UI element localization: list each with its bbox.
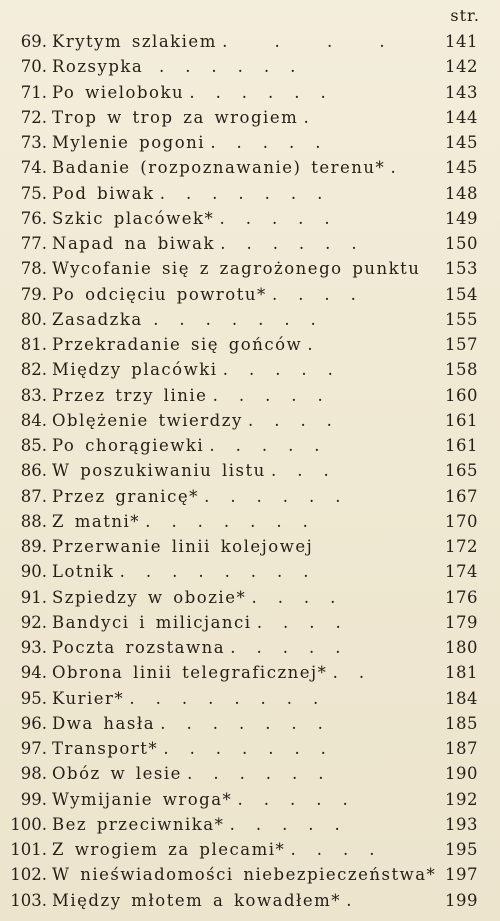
toc-entry-title-text: Między placówki — [52, 360, 218, 380]
toc-entry-page-number: 161 — [445, 410, 478, 430]
toc-entry-number: 84. — [20, 410, 47, 430]
toc-entry-page-number: 141 — [445, 32, 478, 51]
toc-entry-leader-dots: . . . . . . . . — [124, 688, 319, 708]
toc-entry-title-text: Pod biwak — [52, 183, 155, 203]
toc-entry — [0, 155, 500, 180]
toc-entry-page-number: 174 — [445, 562, 478, 582]
toc-entry-number: 102. — [10, 865, 47, 885]
toc-entry — [0, 458, 500, 483]
toc-entry-leader-dots: . . . . . . — [198, 486, 341, 506]
toc-entry-number: 99. — [20, 789, 47, 809]
toc-entry-title — [52, 231, 357, 256]
toc-entry-title-text: Zasadzka — [52, 309, 143, 329]
toc-entry-title-text: Między młotem a kowadłem* — [52, 890, 342, 910]
toc-entry-leader-dots: . — [298, 107, 309, 127]
toc-entry-title — [52, 610, 341, 635]
toc-entry-title-text: Bandyci i milicjanci — [52, 612, 252, 632]
toc-entry-page-number: 161 — [445, 436, 478, 455]
toc-entry-leader-dots: . . . . . — [207, 385, 323, 405]
toc-entry-title-text: Krytym szlakiem — [52, 32, 217, 51]
toc-entry-page-number: 165 — [445, 461, 478, 481]
toc-entry-title-text: Rozsypka — [52, 57, 144, 77]
toc-entry-leader-dots: . — [385, 158, 396, 178]
toc-entry-title-text: Po odcięciu powrotu* — [52, 284, 267, 304]
toc-entry-title — [52, 761, 324, 786]
toc-entry-number: 70. — [20, 57, 47, 77]
toc-entry-page-number: 199 — [445, 890, 478, 910]
toc-entry-title — [52, 812, 340, 837]
toc-entry — [0, 484, 500, 509]
toc-entry-leader-dots: . . . . — [285, 840, 375, 859]
toc-entry-title-text: Kurier* — [52, 688, 125, 708]
toc-entry-title — [52, 585, 335, 610]
toc-entry-number: 83. — [20, 385, 47, 405]
toc-entry — [0, 206, 500, 231]
toc-entry-title-text: Przekradanie się gońców — [52, 335, 303, 354]
toc-entry-title — [52, 383, 323, 408]
toc-entry-title-text: Wymijanie wroga* — [52, 789, 233, 809]
toc-entry — [0, 231, 500, 256]
toc-entry-number: 103. — [10, 890, 47, 910]
toc-entry-page-number: 172 — [445, 537, 478, 556]
toc-entry-leader-dots: . . . . . — [214, 208, 330, 228]
toc-entry-page-number: 145 — [445, 158, 478, 178]
toc-entry-number: 97. — [20, 739, 47, 758]
toc-entry-number: 98. — [20, 764, 47, 784]
toc-entry — [0, 585, 500, 610]
toc-entry-number: 79. — [20, 284, 47, 304]
toc-entry-page-number: 187 — [445, 739, 478, 758]
toc-entry-title — [52, 130, 320, 155]
toc-entry-title — [52, 534, 313, 559]
toc-entry-page-number: 150 — [445, 234, 478, 253]
toc-entry-number: 82. — [20, 360, 47, 380]
toc-entry-page-number: 153 — [445, 259, 478, 279]
toc-entry-leader-dots: . . . . . . — [184, 82, 326, 102]
toc-entry — [0, 130, 500, 155]
toc-entry-number: 85. — [20, 436, 47, 455]
toc-entry-title-text: Szpiedzy w obozie* — [52, 587, 247, 607]
toc-entry-title — [52, 80, 326, 105]
toc-entry — [0, 181, 500, 206]
toc-entry-title — [52, 332, 313, 357]
toc-entry-page-number: 158 — [445, 360, 478, 380]
toc-entry-page-number: 181 — [445, 663, 478, 683]
toc-entry-leader-dots: . . . . — [251, 612, 341, 632]
toc-entry-page-number: 148 — [445, 183, 478, 203]
toc-entry — [0, 54, 500, 79]
toc-entry — [0, 509, 500, 534]
toc-entry-title — [52, 837, 374, 862]
toc-entry-page-number: 184 — [445, 688, 478, 708]
toc-entry — [0, 105, 500, 130]
toc-entry-page-number: 190 — [445, 764, 478, 784]
toc-entry — [0, 256, 500, 281]
toc-entry-title — [52, 686, 318, 711]
toc-entry-leader-dots: . . . . . . . — [158, 739, 326, 758]
toc-entry-number: 86. — [20, 461, 47, 481]
toc-entry-number: 93. — [20, 638, 47, 657]
toc-entry-leader-dots: . . . . . — [205, 133, 321, 152]
toc-entry — [0, 837, 500, 862]
toc-entry-title-text: Transport* — [52, 739, 159, 758]
toc-entry-title-text: Po wieloboku — [52, 82, 185, 102]
toc-entry — [0, 534, 500, 559]
toc-entry-page-number: 155 — [445, 309, 478, 329]
toc-entry-page-number: 157 — [445, 335, 478, 354]
toc-entry-leader-dots: . . . . . — [224, 814, 340, 834]
toc-entry — [0, 408, 500, 433]
toc-entry-title — [52, 206, 330, 231]
toc-entry-title — [52, 54, 295, 79]
toc-entry-leader-dots: . . . . . — [217, 360, 333, 380]
toc-entry-number: 94. — [20, 663, 47, 683]
toc-entry-title-text: Przez granicę* — [52, 486, 199, 506]
toc-entry-title — [52, 559, 309, 584]
toc-entry-number: 90. — [20, 562, 47, 582]
toc-entry — [0, 660, 500, 685]
toc-entry-title-text: Obóz w lesie — [52, 764, 182, 784]
toc-entry-leader-dots: . . . — [265, 461, 329, 481]
toc-entry-title — [52, 105, 309, 130]
toc-entry-title-text: Dwa hasła — [52, 713, 156, 733]
toc-entry — [0, 761, 500, 786]
toc-entry-title-text: Przerwanie linii kolejowej — [52, 537, 314, 556]
toc-entry-number: 96. — [20, 713, 47, 733]
toc-entry — [0, 383, 500, 408]
toc-entry-leader-dots: . . . . . — [204, 436, 320, 455]
toc-entry-title-text: Z wrogiem za plecami* — [52, 840, 286, 859]
toc-entry-title-text: Napad na biwak — [52, 234, 215, 253]
toc-entry-title-text: Przez trzy linie — [52, 385, 208, 405]
toc-entry — [0, 812, 500, 837]
toc-entry — [0, 332, 500, 357]
toc-entry-page-number: 142 — [445, 57, 478, 77]
toc-entry-page-number: 160 — [445, 385, 478, 405]
toc-entry — [0, 711, 500, 736]
toc-entry-number: 72. — [20, 107, 47, 127]
toc-entry-title — [52, 282, 356, 307]
toc-entry-title-text: Oblężenie twierdzy — [52, 410, 243, 430]
toc-entry-title-text: Szkic placówek* — [52, 208, 215, 228]
toc-entry-number: 81. — [20, 335, 47, 354]
toc-entry — [0, 29, 500, 54]
toc-entry-page-number: 193 — [445, 814, 478, 834]
toc-entry-title-text: Badanie (rozpoznawanie) terenu* — [52, 158, 386, 178]
toc-entry-number: 88. — [20, 511, 47, 531]
toc-entry — [0, 307, 500, 332]
toc-entry-title — [52, 484, 340, 509]
toc-entry — [0, 736, 500, 761]
toc-entry-title — [52, 660, 364, 685]
toc-entry-number: 92. — [20, 612, 47, 632]
toc-entry-page-number: 170 — [445, 511, 478, 531]
toc-entry-leader-dots: . . . . — [216, 32, 385, 51]
toc-entry-page-number: 185 — [445, 713, 478, 733]
toc-entry-number: 100. — [10, 814, 47, 834]
toc-entry-title-text: Bez przeciwnika* — [52, 814, 225, 834]
toc-entry — [0, 686, 500, 711]
toc-entry-title — [52, 711, 323, 736]
page-column-header: str. — [450, 6, 480, 25]
toc-entry-leader-dots: . . . . . — [232, 789, 348, 809]
toc-entry-title — [52, 509, 308, 534]
toc-entry — [0, 635, 500, 660]
toc-entry-number: 91. — [20, 587, 47, 607]
toc-entry-leader-dots: . . . . . . . . — [114, 562, 309, 582]
toc-entry-page-number: 197 — [445, 865, 478, 885]
table-of-contents — [0, 29, 500, 913]
toc-entry-page-number: 149 — [445, 208, 478, 228]
toc-entry-title — [52, 29, 385, 54]
toc-entry — [0, 787, 500, 812]
toc-entry-number: 74. — [20, 158, 47, 178]
toc-entry-leader-dots: . . . . . . . — [154, 183, 323, 203]
toc-entry-title-text: Poczta rozstawna — [52, 638, 226, 657]
toc-entry-page-number: 144 — [445, 107, 478, 127]
toc-entry-leader-dots: . . . . . . . — [139, 511, 308, 531]
toc-entry-title — [52, 307, 316, 332]
toc-entry-title-text: Mylenie pogoni — [52, 133, 206, 152]
toc-entry-title-text: W nieświadomości niebezpieczeństwa* — [52, 865, 437, 885]
toc-entry-title — [52, 787, 348, 812]
toc-entry — [0, 433, 500, 458]
toc-entry-title — [52, 155, 396, 180]
toc-entry-title-text: Z matni* — [52, 511, 140, 531]
toc-entry-number: 78. — [20, 259, 47, 279]
toc-entry-number: 87. — [20, 486, 47, 506]
toc-entry-leader-dots: . . . . . . — [215, 234, 357, 253]
toc-entry — [0, 862, 500, 887]
toc-entry-title — [52, 736, 326, 761]
toc-entry — [0, 559, 500, 584]
toc-entry-number: 77. — [20, 234, 47, 253]
toc-entry-page-number: 192 — [445, 789, 478, 809]
toc-entry-leader-dots: . . . . . . — [181, 764, 324, 784]
toc-entry-title — [52, 408, 332, 433]
toc-entry-title — [52, 888, 352, 913]
toc-entry-title — [52, 458, 329, 483]
toc-entry — [0, 610, 500, 635]
toc-entry-number: 73. — [20, 133, 47, 152]
toc-entry-title — [52, 181, 322, 206]
toc-entry-leader-dots: . . . . — [246, 587, 336, 607]
toc-entry-page-number: 195 — [445, 840, 478, 859]
toc-entry-title — [52, 256, 420, 281]
toc-entry-title-text: Wycofanie się z zagrożonego punktu — [52, 259, 421, 279]
toc-entry-title — [52, 862, 436, 887]
toc-entry-title — [52, 433, 320, 458]
toc-entry-title — [52, 635, 340, 660]
toc-entry-number: 76. — [20, 208, 47, 228]
toc-entry-leader-dots: . . . . . . . — [155, 713, 323, 733]
toc-entry — [0, 282, 500, 307]
toc-entry-leader-dots: . . . . — [242, 410, 332, 430]
toc-entry-leader-dots: . — [341, 890, 352, 910]
toc-entry-number: 75. — [20, 183, 47, 203]
toc-entry-number: 71. — [20, 82, 47, 102]
toc-entry-page-number: 145 — [445, 133, 478, 152]
toc-entry-title-text: Po chorągiewki — [52, 436, 205, 455]
toc-entry-leader-dots: . — [302, 335, 313, 354]
toc-entry — [0, 888, 500, 913]
toc-entry-title-text: Trop w trop za wrogiem — [52, 107, 299, 127]
toc-entry-title-text: Obrona linii telegraficznej* — [52, 663, 328, 683]
toc-entry — [0, 80, 500, 105]
toc-entry-page-number: 154 — [445, 284, 478, 304]
toc-entry-leader-dots: . . . . . — [225, 638, 341, 657]
toc-entry-leader-dots: . . . . . . . — [142, 309, 316, 329]
toc-entry-number: 89. — [20, 537, 47, 556]
toc-entry-leader-dots: . . . . — [266, 284, 356, 304]
toc-entry-number: 69. — [20, 32, 47, 51]
toc-entry-number: 95. — [20, 688, 47, 708]
toc-entry-page-number: 180 — [445, 638, 478, 657]
toc-entry — [0, 357, 500, 382]
toc-entry-number: 101. — [10, 840, 47, 859]
toc-entry-title-text: Lotnik — [52, 562, 115, 582]
toc-entry-title — [52, 357, 333, 382]
toc-entry-number: 80. — [20, 309, 47, 329]
toc-entry-page-number: 143 — [445, 82, 478, 102]
toc-entry-page-number: 176 — [445, 587, 478, 607]
toc-entry-page-number: 179 — [445, 612, 478, 632]
toc-entry-leader-dots: . . . . . . — [143, 57, 296, 77]
toc-entry-title-text: W poszukiwaniu listu — [52, 461, 266, 481]
toc-entry-leader-dots: . . — [327, 663, 365, 683]
toc-entry-page-number: 167 — [445, 486, 478, 506]
